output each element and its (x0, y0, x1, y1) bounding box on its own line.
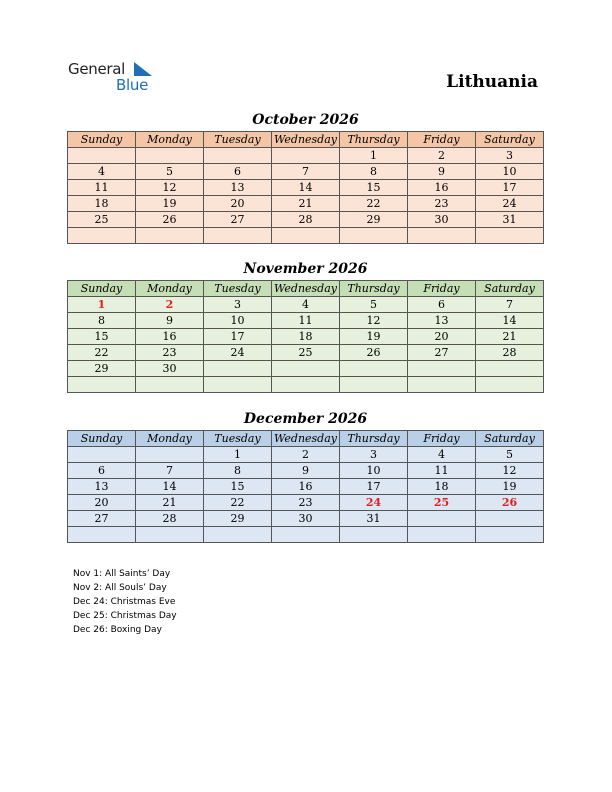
day-cell: 18 (408, 479, 476, 495)
day-cell: 20 (68, 495, 136, 511)
day-cell: 13 (408, 313, 476, 329)
weekday-header: Sunday (68, 281, 136, 297)
day-cell: 3 (476, 148, 544, 164)
day-cell (476, 511, 544, 527)
weekday-header: Saturday (476, 431, 544, 447)
day-cell: 26 (476, 495, 544, 511)
day-cell (272, 148, 340, 164)
weekday-header: Thursday (340, 431, 408, 447)
day-cell: 12 (136, 180, 204, 196)
day-cell (476, 361, 544, 377)
day-cell: 6 (408, 297, 476, 313)
generalblue-logo (68, 60, 168, 96)
day-cell (136, 377, 204, 393)
week-row (68, 463, 544, 479)
logo-triangle-icon (134, 62, 152, 78)
day-cell: 26 (340, 345, 408, 361)
day-cell: 5 (136, 164, 204, 180)
day-cell: 7 (136, 463, 204, 479)
weekday-header-row (68, 281, 544, 297)
day-cell: 27 (204, 212, 272, 228)
month-october (67, 110, 544, 244)
logo-text-general: General (68, 60, 126, 78)
holiday-note: Dec 24: Christmas Eve (73, 597, 176, 607)
day-cell: 30 (408, 212, 476, 228)
weekday-header: Tuesday (204, 281, 272, 297)
day-cell (272, 361, 340, 377)
day-cell: 18 (272, 329, 340, 345)
day-cell: 20 (408, 329, 476, 345)
weekday-header-row (68, 132, 544, 148)
weekday-header: Wednesday (272, 281, 340, 297)
weekday-header: Friday (408, 431, 476, 447)
day-cell (340, 377, 408, 393)
day-cell (204, 228, 272, 244)
day-cell: 11 (68, 180, 136, 196)
day-cell: 19 (476, 479, 544, 495)
day-cell: 29 (340, 212, 408, 228)
week-row (68, 495, 544, 511)
day-cell (408, 527, 476, 543)
country-title: Lithuania (446, 72, 538, 92)
week-row (68, 345, 544, 361)
weekday-header: Saturday (476, 281, 544, 297)
day-cell: 8 (204, 463, 272, 479)
day-cell: 9 (136, 313, 204, 329)
day-cell (136, 447, 204, 463)
day-cell: 6 (204, 164, 272, 180)
day-cell: 25 (272, 345, 340, 361)
holiday-notes (73, 567, 177, 637)
day-cell: 22 (204, 495, 272, 511)
day-cell (408, 361, 476, 377)
day-cell: 5 (476, 447, 544, 463)
day-cell: 28 (136, 511, 204, 527)
day-cell: 2 (136, 297, 204, 313)
day-cell: 15 (204, 479, 272, 495)
day-cell: 14 (136, 479, 204, 495)
day-cell: 2 (272, 447, 340, 463)
day-cell: 16 (272, 479, 340, 495)
day-cell (68, 228, 136, 244)
month-title: November 2026 (243, 261, 368, 277)
day-cell (204, 361, 272, 377)
day-cell (204, 527, 272, 543)
day-cell: 17 (204, 329, 272, 345)
week-row (68, 313, 544, 329)
day-cell: 3 (340, 447, 408, 463)
day-cell: 15 (68, 329, 136, 345)
day-cell (340, 527, 408, 543)
day-cell: 24 (340, 495, 408, 511)
day-cell (272, 527, 340, 543)
week-row (68, 196, 544, 212)
day-cell: 4 (272, 297, 340, 313)
weekday-header: Monday (136, 281, 204, 297)
week-row (68, 511, 544, 527)
week-row (68, 479, 544, 495)
week-row (68, 164, 544, 180)
day-cell: 27 (408, 345, 476, 361)
day-cell: 7 (476, 297, 544, 313)
day-cell: 1 (340, 148, 408, 164)
weekday-header: Tuesday (204, 431, 272, 447)
day-cell: 31 (340, 511, 408, 527)
day-cell: 31 (476, 212, 544, 228)
day-cell: 13 (68, 479, 136, 495)
day-cell: 22 (68, 345, 136, 361)
weekday-header-row (68, 431, 544, 447)
day-cell (68, 377, 136, 393)
day-cell: 4 (68, 164, 136, 180)
weekday-header: Friday (408, 132, 476, 148)
calendar-table (67, 280, 544, 393)
day-cell: 12 (340, 313, 408, 329)
week-row (68, 180, 544, 196)
week-row (68, 148, 544, 164)
day-cell: 15 (340, 180, 408, 196)
day-cell: 27 (68, 511, 136, 527)
weekday-header: Thursday (340, 281, 408, 297)
day-cell (272, 377, 340, 393)
day-cell: 23 (136, 345, 204, 361)
month-december (67, 409, 544, 543)
weekday-header: Wednesday (272, 132, 340, 148)
day-cell: 29 (204, 511, 272, 527)
month-title: October 2026 (252, 112, 359, 128)
day-cell: 19 (136, 196, 204, 212)
day-cell: 18 (68, 196, 136, 212)
day-cell: 7 (272, 164, 340, 180)
week-row (68, 228, 544, 244)
day-cell: 16 (136, 329, 204, 345)
day-cell: 22 (340, 196, 408, 212)
day-cell: 4 (408, 447, 476, 463)
weekday-header: Wednesday (272, 431, 340, 447)
day-cell: 14 (476, 313, 544, 329)
day-cell (476, 377, 544, 393)
day-cell: 10 (340, 463, 408, 479)
day-cell: 25 (408, 495, 476, 511)
day-cell: 8 (340, 164, 408, 180)
day-cell (408, 377, 476, 393)
day-cell: 21 (476, 329, 544, 345)
day-cell: 28 (272, 212, 340, 228)
day-cell (68, 447, 136, 463)
day-cell: 14 (272, 180, 340, 196)
holiday-note: Nov 2: All Souls’ Day (73, 583, 167, 593)
day-cell: 24 (476, 196, 544, 212)
holiday-note: Dec 25: Christmas Day (73, 611, 177, 621)
day-cell: 2 (408, 148, 476, 164)
day-cell: 12 (476, 463, 544, 479)
day-cell (68, 148, 136, 164)
day-cell: 23 (408, 196, 476, 212)
week-row (68, 377, 544, 393)
day-cell: 28 (476, 345, 544, 361)
day-cell (204, 148, 272, 164)
day-cell (408, 511, 476, 527)
day-cell: 6 (68, 463, 136, 479)
day-cell (476, 228, 544, 244)
day-cell: 21 (272, 196, 340, 212)
day-cell: 21 (136, 495, 204, 511)
week-row (68, 527, 544, 543)
day-cell (476, 527, 544, 543)
day-cell: 9 (408, 164, 476, 180)
day-cell: 1 (68, 297, 136, 313)
weekday-header: Monday (136, 431, 204, 447)
day-cell (204, 377, 272, 393)
day-cell (340, 361, 408, 377)
day-cell (68, 527, 136, 543)
day-cell: 1 (204, 447, 272, 463)
day-cell: 19 (340, 329, 408, 345)
day-cell: 30 (272, 511, 340, 527)
weekday-header: Saturday (476, 132, 544, 148)
day-cell (272, 228, 340, 244)
day-cell (136, 527, 204, 543)
day-cell: 10 (204, 313, 272, 329)
week-row (68, 329, 544, 345)
day-cell: 29 (68, 361, 136, 377)
day-cell (136, 228, 204, 244)
day-cell: 26 (136, 212, 204, 228)
week-row (68, 212, 544, 228)
calendar-table (67, 430, 544, 543)
day-cell: 24 (204, 345, 272, 361)
day-cell: 9 (272, 463, 340, 479)
day-cell: 5 (340, 297, 408, 313)
weekday-header: Sunday (68, 132, 136, 148)
weekday-header: Sunday (68, 431, 136, 447)
day-cell: 11 (272, 313, 340, 329)
week-row (68, 447, 544, 463)
day-cell: 23 (272, 495, 340, 511)
day-cell: 30 (136, 361, 204, 377)
day-cell: 13 (204, 180, 272, 196)
weekday-header: Tuesday (204, 132, 272, 148)
day-cell: 8 (68, 313, 136, 329)
month-november (67, 259, 544, 393)
week-row (68, 297, 544, 313)
day-cell: 17 (476, 180, 544, 196)
holiday-note: Nov 1: All Saints’ Day (73, 569, 171, 579)
logo-text-blue: Blue (116, 76, 148, 94)
weekday-header: Thursday (340, 132, 408, 148)
calendar-table (67, 131, 544, 244)
day-cell: 25 (68, 212, 136, 228)
day-cell (340, 228, 408, 244)
day-cell: 16 (408, 180, 476, 196)
day-cell (408, 228, 476, 244)
day-cell: 17 (340, 479, 408, 495)
month-title: December 2026 (243, 411, 368, 427)
day-cell: 11 (408, 463, 476, 479)
day-cell: 10 (476, 164, 544, 180)
weekday-header: Monday (136, 132, 204, 148)
day-cell: 3 (204, 297, 272, 313)
weekday-header: Friday (408, 281, 476, 297)
day-cell: 20 (204, 196, 272, 212)
week-row (68, 361, 544, 377)
holiday-note: Dec 26: Boxing Day (73, 625, 162, 635)
day-cell (136, 148, 204, 164)
